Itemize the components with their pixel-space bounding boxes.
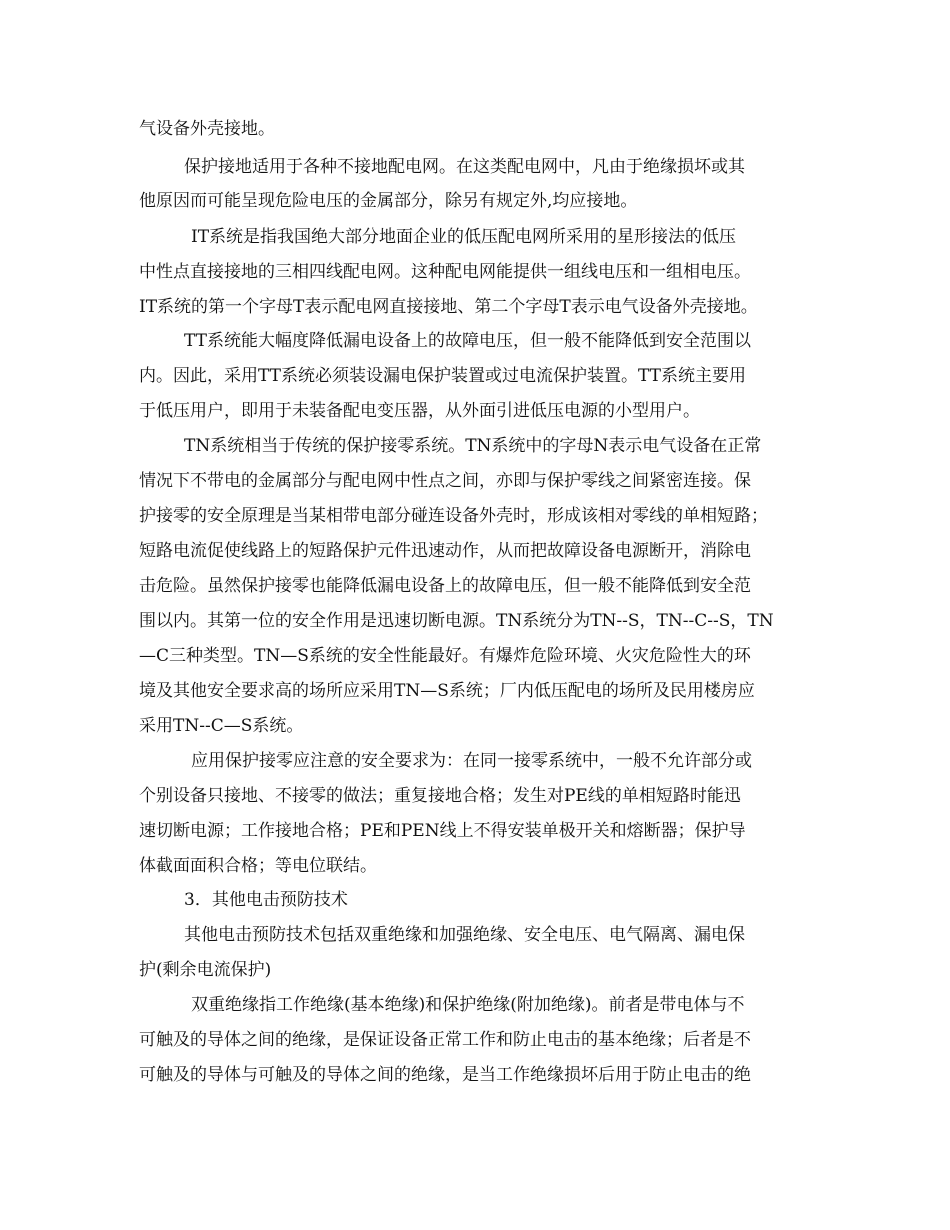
text-line: 护接零的安全原理是当某相带电部分碰连设备外壳时，形成该相对零线的单相短路；: [139, 506, 768, 526]
paragraph-other-techniques: 其他电击预防技术包括双重绝缘和加强绝缘、安全电压、电气隔离、漏电保: [184, 925, 745, 945]
text-line: —C三种类型。TN—S系统的安全性能最好。有爆炸危险环境、火灾危险性大的环: [139, 646, 751, 666]
text-line: 内。因此，采用TT系统必须装设漏电保护装置或过电流保护装置。TT系统主要用: [139, 366, 746, 386]
text-line: 他原因而可能呈现危险电压的金属部分，除另有规定外,均应接地。: [139, 191, 638, 211]
text-line: 击危险。虽然保护接零也能降低漏电设备上的故障电压，但一般不能降低到安全范: [139, 576, 751, 596]
section-heading: 3．其他电击预防技术: [184, 890, 348, 910]
text-line: 采用TN--C—S系统。: [139, 716, 304, 736]
paragraph-protective-zeroing-requirements: 应用保护接零应注意的安全要求为：在同一接零系统中，一般不允许部分或: [191, 751, 752, 771]
text-line: 中性点直接接地的三相四线配电网。这种配电网能提供一组线电压和一组相电压。: [139, 262, 751, 282]
text-line: 境及其他安全要求高的场所应采用TN—S系统；厂内低压配电的场所及民用楼房应: [139, 681, 755, 701]
text-line: 围以内。其第一位的安全作用是迅速切断电源。TN系统分为TN--S，TN--C--S，TN: [139, 611, 774, 631]
text-line: 情况下不带电的金属部分与配电网中性点之间，亦即与保护零线之间紧密连接。保: [139, 471, 751, 491]
text-line: 气设备外壳接地。: [139, 119, 275, 139]
text-line: 护(剩余电流保护): [139, 960, 272, 980]
paragraph-protective-grounding: 保护接地适用于各种不接地配电网。在这类配电网中，凡由于绝缘损坏或其: [184, 157, 745, 177]
text-line: 体截面面积合格；等电位联结。: [139, 856, 377, 876]
text-line: 个别设备只接地、不接零的做法；重复接地合格；发生对PE线的单相短路时能迅: [139, 786, 741, 806]
paragraph-tt-system: TT系统能大幅度降低漏电设备上的故障电压，但一般不能降低到安全范围以: [184, 331, 751, 351]
text-line: IT系统的第一个字母T表示配电网直接接地、第二个字母T表示电气设备外壳接地。: [139, 297, 758, 317]
text-line: 速切断电源；工作接地合格；PE和PEN线上不得安装单极开关和熔断器；保护导: [139, 821, 746, 841]
text-line: 可触及的导体之间的绝缘，是保证设备正常工作和防止电击的基本绝缘；后者是不: [139, 1030, 751, 1050]
paragraph-tn-system: TN系统相当于传统的保护接零系统。TN系统中的字母N表示电气设备在正常: [184, 436, 762, 456]
text-line: 可触及的导体与可触及的导体之间的绝缘，是当工作绝缘损坏后用于防止电击的绝: [139, 1065, 751, 1085]
paragraph-double-insulation: 双重绝缘指工作绝缘(基本绝缘)和保护绝缘(附加绝缘)。前者是带电体与不: [191, 995, 745, 1015]
text-line: 于低压用户，即用于未装备配电变压器，从外面引进低压电源的小型用户。: [139, 401, 700, 421]
text-line: 短路电流促使线路上的短路保护元件迅速动作，从而把故障设备电源断开，消除电: [139, 541, 751, 561]
paragraph-it-system: IT系统是指我国绝大部分地面企业的低压配电网所采用的星形接法的低压: [191, 227, 737, 247]
